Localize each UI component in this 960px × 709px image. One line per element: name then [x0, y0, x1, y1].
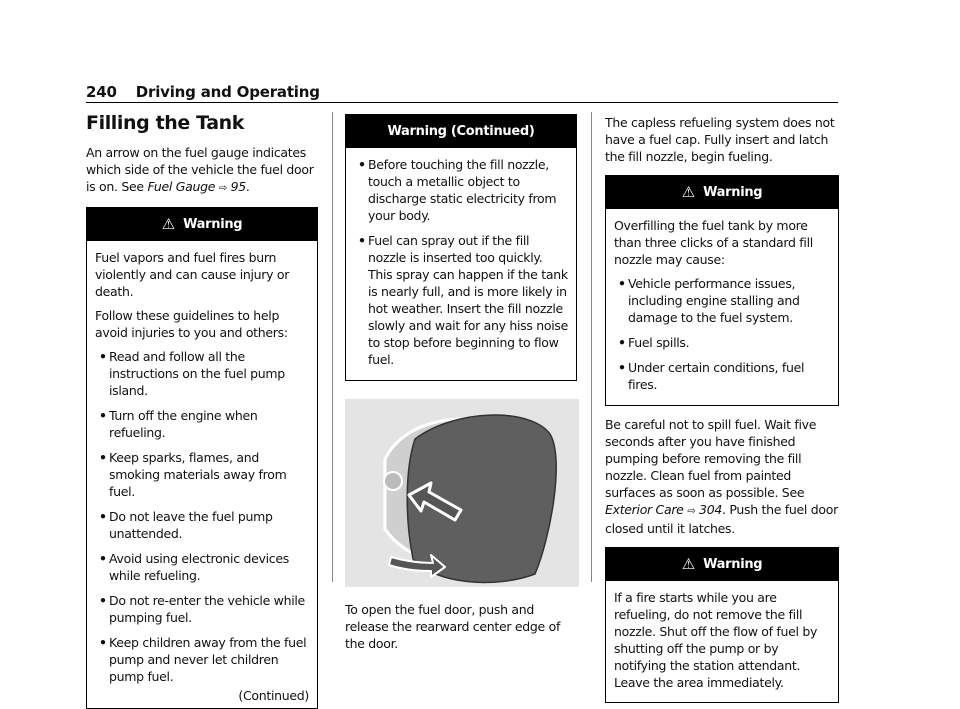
warning-lead: Overfilling the fuel tank by more than three clicks of a standard fill nozzle may cause: [614, 218, 813, 267]
warning-header [346, 115, 576, 148]
list-item: • Do not leave the fuel pump unattended. [95, 508, 309, 542]
fuel-door-illustration [345, 399, 579, 587]
page-number: 240 [86, 83, 117, 101]
warning-header [606, 548, 838, 581]
warning-title: Warning (Continued) [387, 124, 535, 139]
warning-title: Warning [703, 557, 763, 572]
list-item: • Read and follow all the instructions on the fuel pump island. [95, 348, 309, 399]
capless-paragraph: The capless refueling system does not have a fuel cap. Fully insert and latch the fill nozzle, begin fueling. [605, 115, 835, 164]
continued-label: (Continued) [238, 688, 309, 703]
list-item: • Vehicle performance issues, including engine stalling and damage to the fuel system. [614, 275, 830, 326]
warning-box-overfilling [605, 175, 839, 406]
warning-box-fire [605, 547, 839, 703]
warning-text: If a fire starts while you are refueling, do not remove the fill nozzle. Shut off the flow of fuel by shutting off the pump or by notifying the station attendant. Leave the area immediately. [614, 590, 818, 690]
list-item: • Turn off the engine when refueling. [95, 407, 309, 441]
list-item: • Fuel spills. [614, 334, 830, 351]
list-item: • Do not re-enter the vehicle while pumping fuel. [95, 592, 309, 626]
list-item: • Fuel can spray out if the fill nozzle is inserted too quickly. This spray can happen if the tank is nearly full, and is more likely in hot weather. Insert the fill nozzle slowly and wait for any hiss noise to stop before beginning to flow fuel. [354, 232, 568, 368]
column-2 [345, 114, 577, 660]
section-title: Filling the Tank [86, 112, 244, 134]
list-item: • Keep sparks, flames, and smoking materials away from fuel. [95, 449, 309, 500]
warning-box-continued [345, 114, 577, 381]
warning-body [87, 241, 317, 708]
page-ref-icon: ⇨ [687, 506, 696, 517]
warning-list [95, 348, 309, 685]
exterior-care-page[interactable]: 304 [699, 502, 723, 517]
warning-triangle-icon: ⚠ [161, 215, 175, 233]
warning-body [346, 148, 576, 380]
warning-list [614, 275, 830, 393]
warning-list [354, 156, 568, 368]
column-1 [86, 112, 318, 709]
careful-end: . Push the fuel door closed until it latches. [605, 502, 838, 536]
release-button-icon [384, 472, 402, 490]
column-divider [591, 112, 592, 582]
list-item: • Avoid using electronic devices while refueling. [95, 550, 309, 584]
intro-paragraph [86, 144, 318, 197]
list-item: • Keep children away from the fuel pump and never let children pump fuel. [95, 634, 309, 685]
page-header [86, 83, 836, 101]
fuel-door-drawing [345, 399, 579, 587]
warning-triangle-icon: ⚠ [681, 183, 695, 201]
careful-paragraph [605, 416, 839, 537]
warning-lead: Fuel vapors and fuel fires burn violently and can cause injury or death. [95, 250, 290, 299]
warning-header [87, 208, 317, 241]
fuel-gauge-page[interactable]: 95 [230, 179, 246, 194]
column-divider [332, 112, 333, 582]
fuel-gauge-link[interactable]: Fuel Gauge [147, 179, 216, 194]
warning-box-fuel-vapors [86, 207, 318, 709]
warning-body [606, 209, 838, 405]
intro-text: An arrow on the fuel gauge indicates which side of the vehicle the fuel door is on. See [86, 145, 314, 194]
warning-header [606, 176, 838, 209]
figure-caption: To open the fuel door, push and release the rearward center edge of the door. [345, 602, 561, 651]
page-ref-icon: ⇨ [218, 183, 227, 194]
column-3 [605, 114, 839, 703]
intro-end: . [245, 179, 250, 194]
exterior-care-link[interactable]: Exterior Care [605, 502, 684, 517]
warning-body [606, 581, 838, 702]
list-item: • Under certain conditions, fuel fires. [614, 359, 830, 393]
list-item: • Before touching the fill nozzle, touch a metallic object to discharge static electricity from your body. [354, 156, 568, 224]
header-rule [86, 102, 838, 103]
warning-follow: Follow these guidelines to help avoid injuries to you and others: [95, 308, 288, 340]
chapter-title: Driving and Operating [135, 83, 320, 101]
careful-text: Be careful not to spill fuel. Wait five seconds after you have finished pumping before removing the fill nozzle. Clean fuel from painted surfaces as soon as possible. See [605, 417, 817, 500]
warning-triangle-icon: ⚠ [681, 555, 695, 573]
warning-title: Warning [183, 217, 243, 232]
warning-title: Warning [703, 185, 763, 200]
